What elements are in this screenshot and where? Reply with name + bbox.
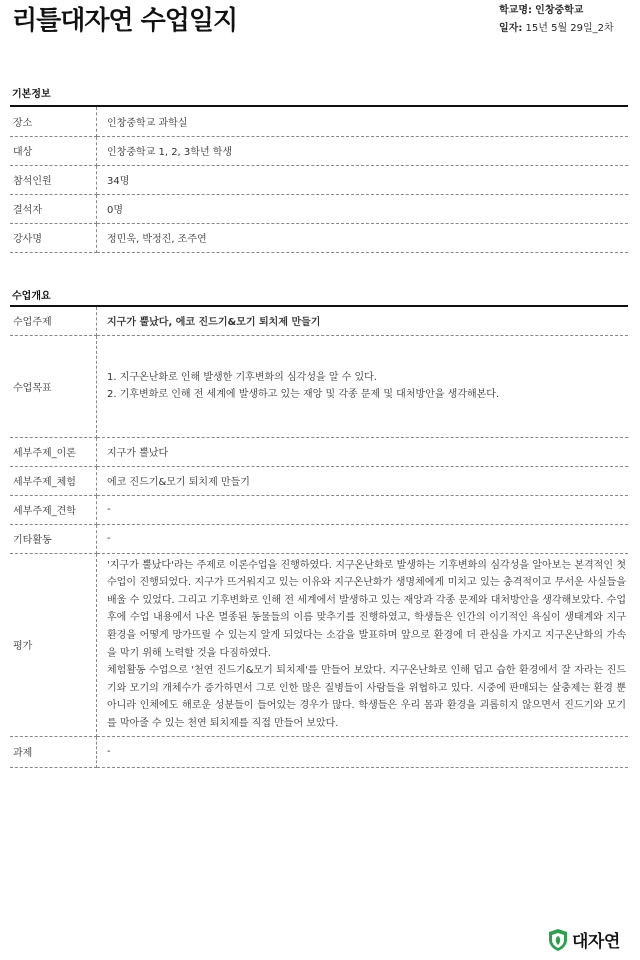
row-key: 대상	[10, 136, 97, 165]
row-key: 세부주제_견학	[10, 495, 97, 524]
row-value: 0명	[97, 194, 629, 223]
row-key: 장소	[10, 107, 97, 136]
evaluation	[97, 553, 629, 736]
row-value: 34명	[97, 165, 629, 194]
row-value: -	[97, 495, 629, 524]
table-row	[10, 107, 628, 136]
evaluation-paragraph: '지구가 뿔났다'라는 주제로 이론수업을 진행하였다. 지구온난화로 발생하는 기후변화의 심각성을 알아보는 본격적인 첫 수업이 진행되었다. 지구가 뜨거워지고 있는 이유와 지구온난화가 생명체에게 미치고 있는 충격적이고 무서운 사실들을 배울 수 있었다. 그리고 기후변화로 인해 전 세계에서 발생하고 있는 재앙과 각종 문제와 대처방안을 생각해보았다. 수업 후에 수업 내용에서 나온 멸종된 동물들의 이름 맞추기를 진행하였고, 학생들은 인간의 이기적인 욕심이 생태계와 지구 환경을 어떻게 망가뜨릴 수 있는지 알게 되었다는 소감을 발표하며 앞으로 환경에 더 관심을 가지고 지구온난화의 가속을 막기 위해 노력할 것을 다짐하였다.	[107, 559, 626, 659]
row-key: 세부주제_체험	[10, 466, 97, 495]
table-row	[10, 307, 628, 335]
row-value: 에코 진드기&모기 퇴치제 만들기	[97, 466, 629, 495]
table-row	[10, 437, 628, 466]
goal-item: 1. 지구온난화로 인해 발생한 기후변화의 심각성을 알 수 있다.	[107, 372, 377, 383]
lesson-topic: 지구가 뿔났다, 에코 진드기&모기 퇴치제 만들기	[97, 307, 629, 335]
basic-info-heading: 기본정보	[12, 89, 51, 100]
row-key: 참석인원	[10, 165, 97, 194]
row-value: 인창중학교 과학실	[97, 107, 629, 136]
overview-heading: 수업개요	[12, 291, 51, 302]
header-meta	[499, 2, 614, 38]
row-key: 수업목표	[10, 335, 97, 437]
table-row	[10, 466, 628, 495]
table-row	[10, 223, 628, 252]
table-row	[10, 136, 628, 165]
row-key: 기타활동	[10, 524, 97, 553]
table-row	[10, 194, 628, 223]
date-line	[499, 20, 614, 38]
row-key: 결석자	[10, 194, 97, 223]
table-row	[10, 335, 628, 437]
school-label: 학교명:	[499, 5, 532, 16]
table-row	[10, 165, 628, 194]
row-key: 수업주제	[10, 307, 97, 335]
table-row	[10, 495, 628, 524]
row-key: 세부주제_이론	[10, 437, 97, 466]
row-key: 과제	[10, 736, 97, 767]
overview-table	[10, 307, 628, 768]
page-title: 리틀대자연 수업일지	[12, 6, 238, 36]
brand-logo	[548, 927, 620, 952]
lesson-goals	[97, 335, 629, 437]
basic-info-table	[10, 107, 628, 253]
table-row	[10, 524, 628, 553]
evaluation-paragraph: 체험활동 수업으로 '천연 진드기&모기 퇴치제'를 만들어 보았다. 지구온난화로 인해 덥고 습한 환경에서 잘 자라는 진드기와 모기의 개체수가 증가하면서 그로 인한 많은 질병들이 사람들을 위협하고 있다. 시중에 판매되는 살충제는 환경 뿐 아니라 인체에도 해로운 성분들이 들어있는 경우가 많다. 학생들은 우리 몸과 환경을 괴롭히지 않으면서 진드기와 모기를 막아줄 수 있는 천연 퇴치제를 직접 만들어 보았다.	[107, 665, 626, 729]
row-key: 평가	[10, 553, 97, 736]
school-value: 인창중학교	[535, 5, 584, 16]
date-label: 일자:	[499, 23, 523, 34]
logo-text: 대자연	[572, 932, 620, 952]
goal-item: 2. 기후변화로 인해 전 세계에 발생하고 있는 재앙 및 각종 문제 및 대처방안을 생각해본다.	[107, 389, 500, 400]
shield-leaf-icon	[548, 928, 568, 952]
school-line	[499, 2, 614, 20]
row-value: 인창중학교 1, 2, 3학년 학생	[97, 136, 629, 165]
row-value: 정민욱, 박정진, 조주연	[97, 223, 629, 252]
table-row	[10, 736, 628, 767]
row-value: -	[97, 524, 629, 553]
row-value: -	[97, 736, 629, 767]
row-value: 지구가 뿔났다	[97, 437, 629, 466]
date-value: 15년 5월 29일_2차	[525, 23, 614, 34]
row-key: 강사명	[10, 223, 97, 252]
table-row	[10, 553, 628, 736]
